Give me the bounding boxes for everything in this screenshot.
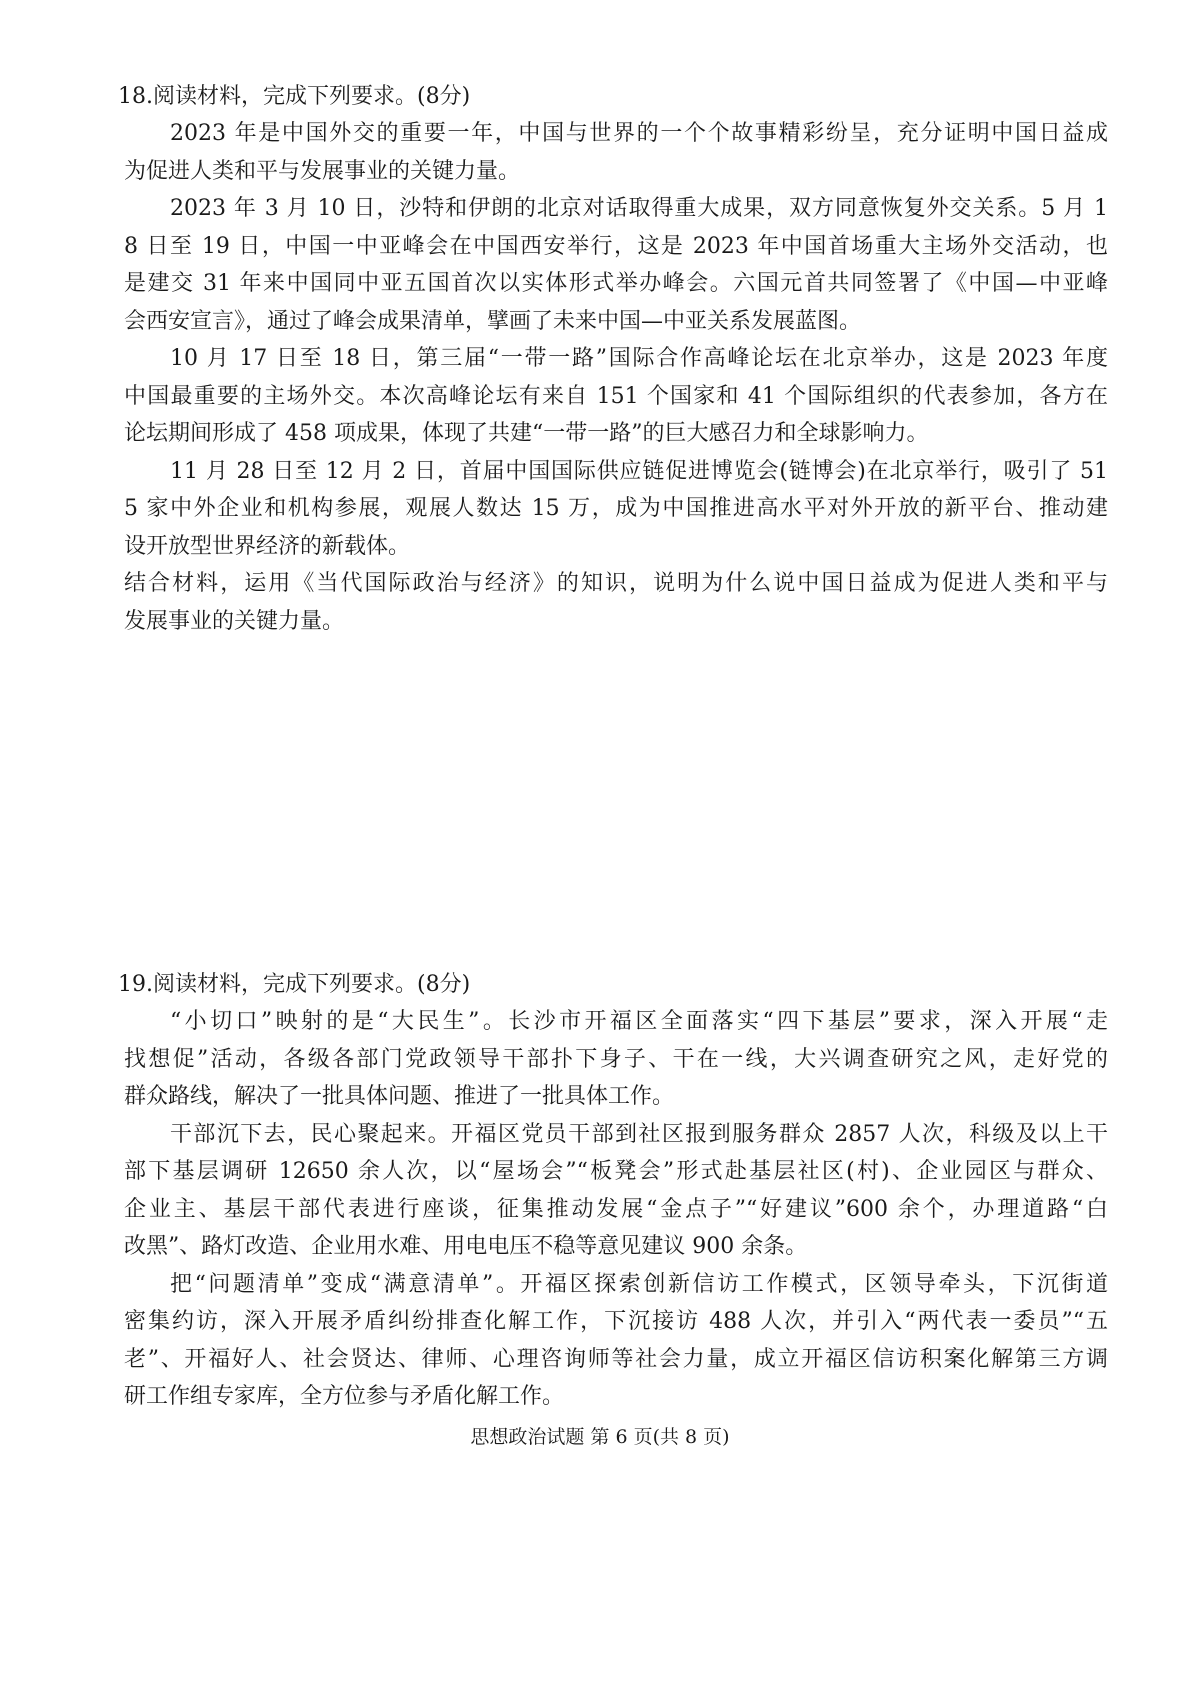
material-paragraph xyxy=(118,453,1108,566)
text-line: 设开放型世界经济的新载体。 xyxy=(124,533,411,559)
text-line: 发展事业的关键力量。 xyxy=(124,608,345,634)
question-prompt xyxy=(118,565,1108,640)
material-paragraph xyxy=(118,115,1108,190)
question-19 xyxy=(118,966,1108,1416)
text-line: 11 月 28 日至 12 月 2 日，首届中国国际供应链促进博览会(链博会)在北京举行，吸引了 51 xyxy=(170,458,1108,484)
text-line: 把“问题清单”变成“满意清单”。开福区探索创新信访工作模式，区领导牵头，下沉街道 xyxy=(170,1271,1108,1297)
page-footer: 思想政治试题 第 6 页(共 8 页) xyxy=(470,1426,730,1448)
text-line: 密集约访，深入开展矛盾纠纷排查化解工作，下沉接访 488 人次，并引入“两代表一委员”“五 xyxy=(124,1309,1108,1334)
text-line: 研工作组专家库，全方位参与矛盾化解工作。 xyxy=(124,1384,565,1409)
question-title: 18.阅读材料，完成下列要求。(8分) xyxy=(118,84,471,109)
material-paragraph xyxy=(118,1003,1108,1116)
text-line: 老”、开福好人、社会贤达、律师、心理咨询师等社会力量，成立开福区信访积案化解第三方调 xyxy=(124,1346,1108,1372)
text-line: 结合材料，运用《当代国际政治与经济》的知识，说明为什么说中国日益成为促进人类和平与 xyxy=(124,571,1108,596)
text-line: 会西安宣言》，通过了峰会成果清单，擘画了未来中国—中亚关系发展蓝图。 xyxy=(124,308,862,334)
text-line: 改黑”、路灯改造、企业用水难、用电电压不稳等意见建议 900 余条。 xyxy=(124,1234,808,1259)
question-title: 19.阅读材料，完成下列要求。(8分) xyxy=(118,972,471,997)
material-paragraph xyxy=(118,340,1108,453)
text-line: “小切口”映射的是“大民生”。长沙市开福区全面落实“四下基层”要求，深入开展“走 xyxy=(170,1009,1108,1034)
text-line: 8 日至 19 日，中国一中亚峰会在中国西安举行，这是 2023 年中国首场重大主场外交活动，也 xyxy=(124,233,1108,259)
text-line: 企业主、基层干部代表进行座谈，征集推动发展“金点子”“好建议”600 余个，办理道路“白 xyxy=(124,1196,1108,1222)
text-line: 群众路线，解决了一批具体问题、推进了一批具体工作。 xyxy=(124,1084,675,1109)
text-line: 论坛期间形成了 458 项成果，体现了共建“一带一路”的巨大感召力和全球影响力。 xyxy=(124,421,929,446)
text-line: 5 家中外企业和机构参展，观展人数达 15 万，成为中国推进高水平对外开放的新平台、推动建 xyxy=(124,496,1108,521)
material-paragraph xyxy=(118,190,1108,340)
material-paragraph xyxy=(118,1116,1108,1266)
question-18 xyxy=(118,78,1108,640)
text-line: 为促进人类和平与发展事业的关键力量。 xyxy=(124,158,521,184)
text-line: 2023 年是中国外交的重要一年，中国与世界的一个个故事精彩纷呈，充分证明中国日益成 xyxy=(170,121,1108,146)
text-line: 部下基层调研 12650 余人次，以“屋场会”“板凳会”形式赴基层社区(村)、企业园区与群众、 xyxy=(124,1159,1108,1184)
material-paragraph xyxy=(118,1266,1108,1416)
text-line: 找想促”活动，各级各部门党政领导干部扑下身子、干在一线，大兴调查研究之风，走好党的 xyxy=(124,1046,1108,1072)
text-line: 2023 年 3 月 10 日，沙特和伊朗的北京对话取得重大成果，双方同意恢复外交关系。5 月 1 xyxy=(170,196,1108,221)
text-line: 10 月 17 日至 18 日，第三届“一带一路”国际合作高峰论坛在北京举办，这是 2023 年度 xyxy=(170,346,1108,371)
text-line: 干部沉下去，民心聚起来。开福区党员干部到社区报到服务群众 2857 人次，科级及以上干 xyxy=(170,1121,1108,1147)
text-line: 中国最重要的主场外交。本次高峰论坛有来自 151 个国家和 41 个国际组织的代表参加，各方在 xyxy=(124,383,1108,409)
text-line: 是建交 31 年来中国同中亚五国首次以实体形式举办峰会。六国元首共同签署了《中国—中亚峰 xyxy=(124,271,1108,296)
